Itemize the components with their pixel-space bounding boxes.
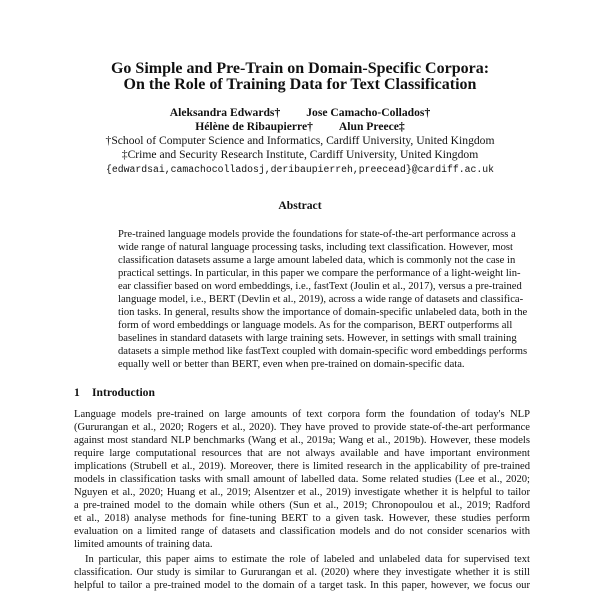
- abstract-line: wide range of natural language processing tasks, including text classification. However, most: [118, 242, 513, 253]
- abstract-line: tion tasks. In general, results show the importance of domain-specific unlabeled data, both in the: [118, 307, 528, 318]
- abstract-line: equally well or better than BERT, even when pre-trained on domain-specific data.: [118, 359, 465, 370]
- body-line: implications (Strubell et al., 2019). Moreover, there is limited research in the applicability of pre-trained: [74, 461, 530, 472]
- paper-title-line-1: Go Simple and Pre-Train on Domain-Specific Corpora:: [110, 60, 490, 77]
- section-title: Introduction: [92, 386, 155, 399]
- abstract-line: language model, i.e., BERT (Devlin et al., 2019), across a wide range of datasets and classifica-: [118, 294, 524, 305]
- body-line: a pre-trained model to the domain while others (Sun et al., 2019; Chronopoulou et al., 2019; Radford: [74, 500, 530, 511]
- author-name: Hélène de Ribaupierre†: [195, 120, 313, 133]
- abstract-line: classification datasets assume a large amount labeled data, which is commonly not the case in: [118, 255, 516, 266]
- affiliation-1: †School of Computer Science and Informatics, Cardiff University, United Kingdom: [105, 134, 495, 147]
- body-line: (Gururangan et al., 2020; Rogers et al., 2020). They have proved to provide state-of-the-art performance: [74, 422, 530, 433]
- abstract-line: ear classifier based on word embeddings, i.e., fastText (Joulin et al., 2017), versus a pre-trained: [118, 281, 522, 292]
- body-line: against most standard NLP benchmarks (Wang et al., 2019a; Wang et al., 2019b). However, these models: [74, 435, 530, 446]
- author-name: Aleksandra Edwards†: [169, 106, 281, 119]
- author-name: Jose Camacho-Collados†: [306, 106, 431, 119]
- abstract-line: Pre-trained language models provide the foundations for state-of-the-art performance across a: [118, 229, 516, 240]
- paper-title-line-2: On the Role of Training Data for Text Classification: [123, 76, 477, 93]
- affiliation-2: ‡Crime and Security Research Institute, Cardiff University, United Kingdom: [121, 148, 479, 161]
- abstract-line: baselines in standard datasets with large training sets. However, in settings with small training: [118, 333, 517, 344]
- body-line: Language models pre-trained on large amounts of text corpora form the foundation of today's NLP: [74, 409, 530, 420]
- abstract-line: form of word embeddings or language models. As for the comparison, BERT outperforms all: [118, 320, 513, 331]
- body-line: evaluation on a limited range of datasets and classification models and do not consider scenarios with: [74, 526, 530, 537]
- body-line: In particular, this paper aims to estimate the role of labeled and unlabeled data for supervised text: [85, 554, 530, 565]
- abstract-heading: Abstract: [278, 199, 322, 212]
- abstract-line: datasets a simple method like fastText coupled with domain-specific word embeddings performs: [118, 346, 528, 357]
- author-emails: {edwardsai,camachocolladosj,deribaupierreh,preecead}@cardiff.ac.uk: [105, 164, 495, 175]
- body-line: et al., 2018) analyse methods for fine-tuning BERT to a given task. However, these studies perform: [74, 513, 530, 524]
- author-row-2: [0, 120, 600, 134]
- body-line: models in classification tasks with small amount of labelled data. Some related studies (Lee et al., 2020;: [74, 474, 530, 485]
- body-line: require large computational resources that are not always available and have important environment: [74, 448, 530, 459]
- author-name: Alun Preece‡: [338, 120, 405, 133]
- abstract-line: practical settings. In particular, in this paper we compare the performance of a light-weight lin-: [118, 268, 521, 279]
- section-heading-introduction: [74, 386, 155, 399]
- author-row-1: [0, 106, 600, 120]
- body-line: Nguyen et al., 2020; Huang et al., 2019; Alsentzer et al., 2019) investigate whether it is helpful to tailor: [74, 487, 530, 498]
- section-number: 1: [74, 386, 80, 399]
- body-line: limited amounts of training data.: [74, 539, 213, 550]
- body-line: helpful to tailor a pre-trained model to the domain of a target task. In this paper, however, we focus our: [74, 580, 530, 591]
- body-line: classification. Our study is similar to Gururangan et al. (2020) where they investigate whether it is still: [74, 567, 530, 578]
